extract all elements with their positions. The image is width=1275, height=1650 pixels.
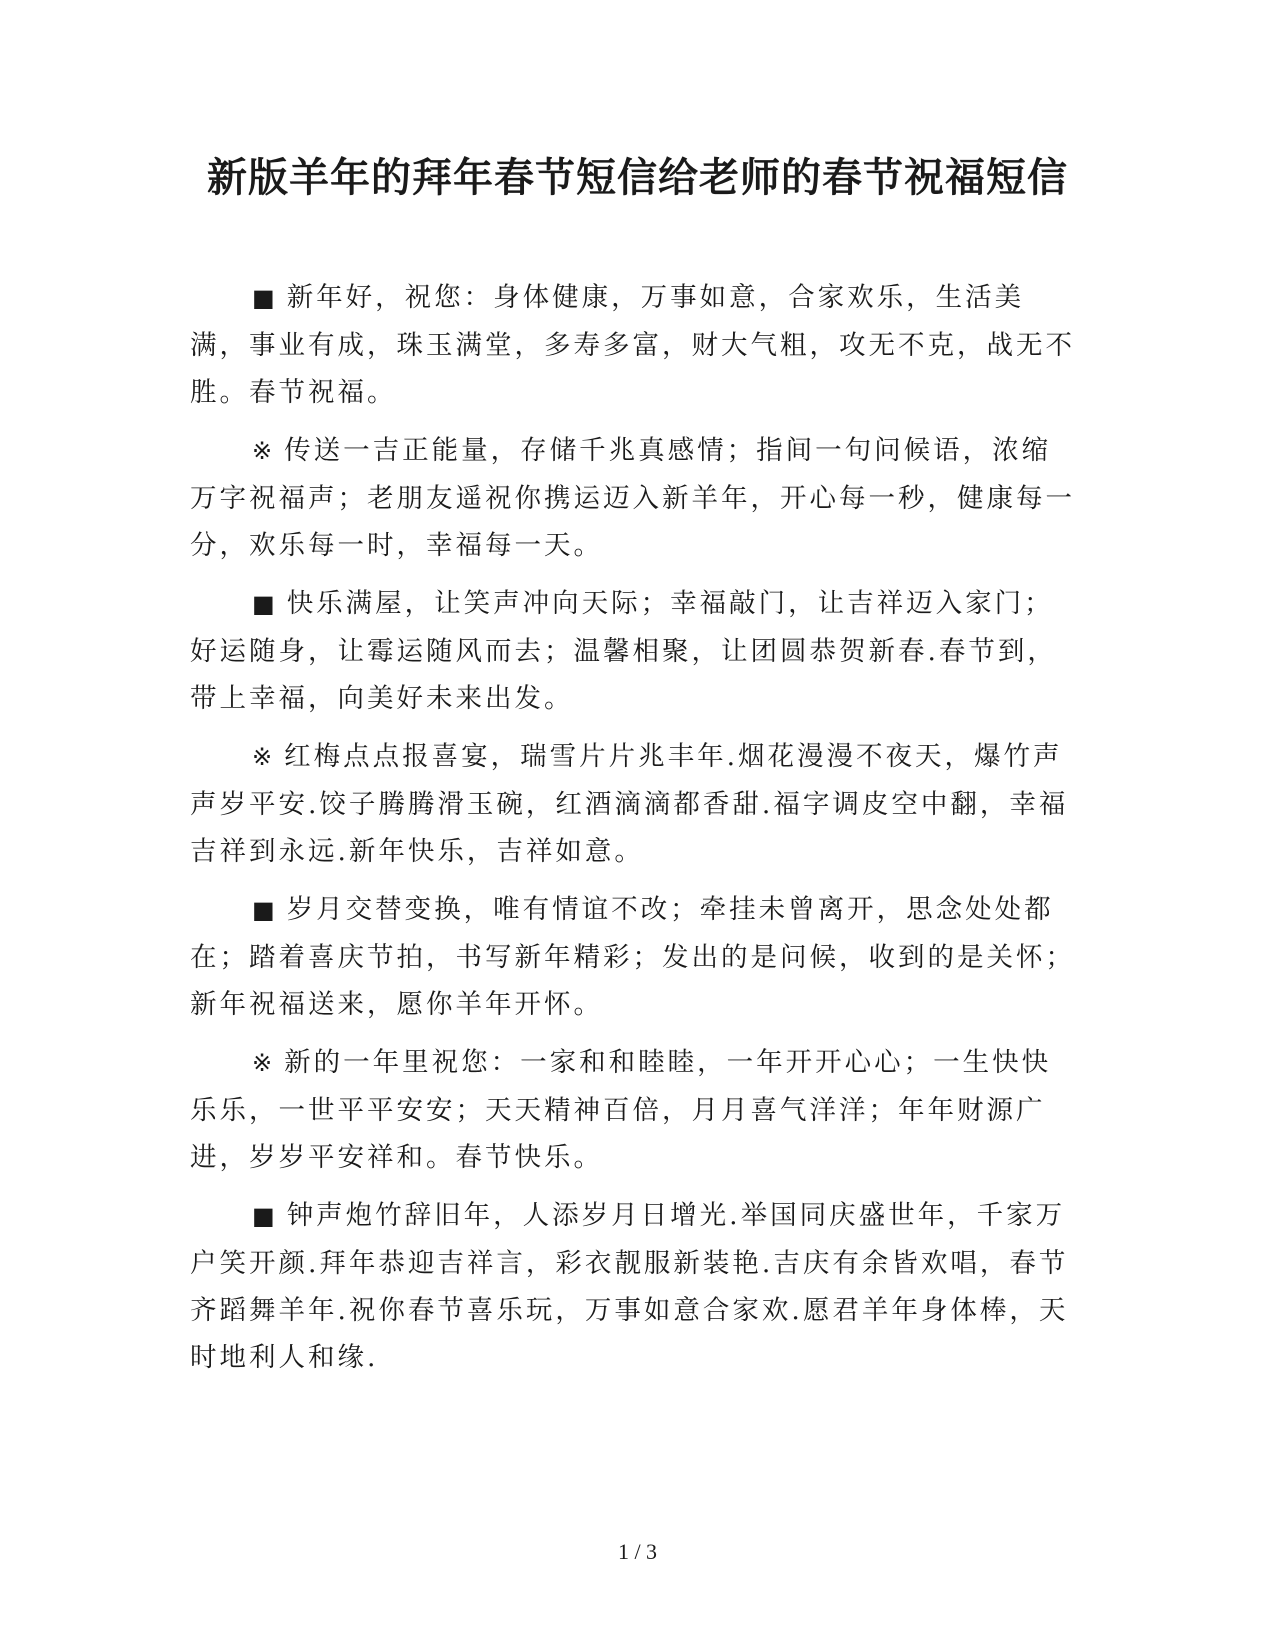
document-body: [190, 274, 1080, 1392]
paragraph: [190, 427, 1080, 569]
paragraph-text: 传送一吉正能量，存储千兆真感情；指间一句问候语，浓缩万字祝福声；老朋友遥祝你携运迈入新羊年，开心每一秒，健康每一分，欢乐每一时，幸福每一天。: [190, 435, 1075, 561]
paragraph: [190, 733, 1080, 875]
paragraph-text: 新的一年里祝您：一家和和睦睦，一年开开心心；一生快快乐乐，一世平平安安；天天精神百倍，月月喜气洋洋；年年财源广进，岁岁平安祥和。春节快乐。: [190, 1047, 1052, 1173]
paragraph-text: 钟声炮竹辞旧年，人添岁月日增光.举国同庆盛世年，千家万户笑开颜.拜年恭迎吉祥言，彩衣靓服新装艳.吉庆有余皆欢唱，春节齐蹈舞羊年.祝你春节喜乐玩，万事如意合家欢.愿君羊年身体棒，天时地利人和缘.: [190, 1200, 1069, 1373]
paragraph: [190, 580, 1080, 722]
reference-mark-icon: ※: [252, 1049, 273, 1077]
paragraph-text: 岁月交替变换，唯有情谊不改；牵挂未曾离开，思念处处都在；踏着喜庆节拍，书写新年精彩；发出的是问候，收到的是关怀；新年祝福送来，愿你羊年开怀。: [190, 894, 1075, 1020]
square-bullet-icon: ■: [252, 590, 275, 618]
reference-mark-icon: ※: [252, 437, 273, 465]
paragraph: [190, 886, 1080, 1028]
square-bullet-icon: ■: [252, 896, 275, 924]
paragraph: [190, 1039, 1080, 1181]
square-bullet-icon: ■: [252, 1202, 275, 1230]
page-number: 1 / 3: [617, 1539, 658, 1564]
document-title: 新版羊年的拜年春节短信给老师的春节祝福短信: [207, 154, 1068, 201]
reference-mark-icon: ※: [252, 743, 273, 771]
paragraph-text: 快乐满屋，让笑声冲向天际；幸福敲门，让吉祥迈入家门；好运随身，让霉运随风而去；温馨相聚，让团圆恭贺新春.春节到，带上幸福，向美好未来出发。: [190, 588, 1057, 714]
paragraph: [190, 274, 1080, 416]
paragraph-text: 红梅点点报喜宴，瑞雪片片兆丰年.烟花漫漫不夜天，爆竹声声岁平安.饺子腾腾滑玉碗，红酒滴滴都香甜.福字调皮空中翻，幸福吉祥到永远.新年快乐，吉祥如意。: [190, 741, 1069, 867]
square-bullet-icon: ■: [252, 284, 275, 312]
paragraph-text: 新年好，祝您：身体健康，万事如意，合家欢乐，生活美满，事业有成，珠玉满堂，多寿多富，财大气粗，攻无不克，战无不胜。春节祝福。: [190, 282, 1075, 408]
paragraph: [190, 1192, 1080, 1381]
